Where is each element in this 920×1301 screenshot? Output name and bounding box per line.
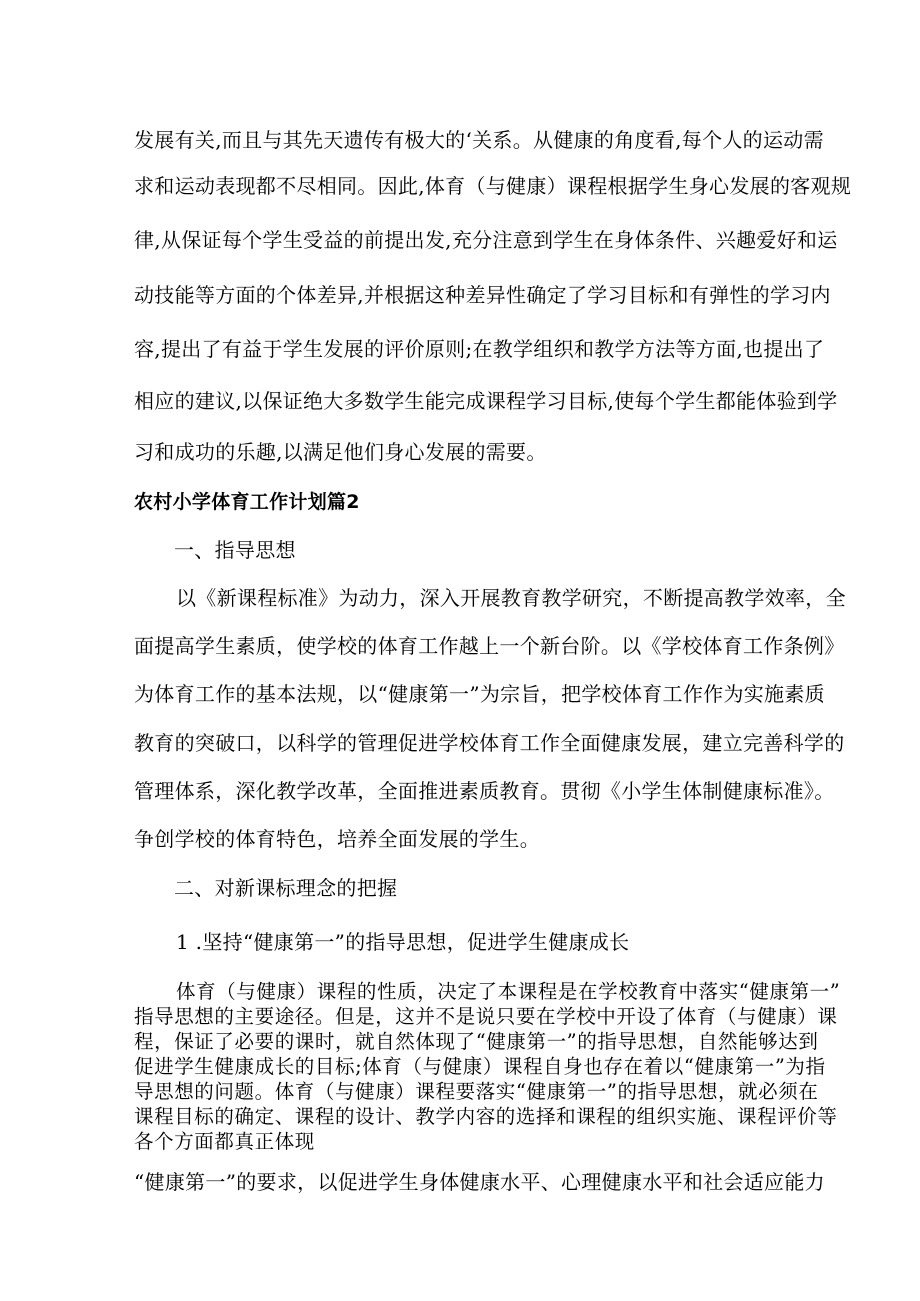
paragraph-line: 习和成功的乐趣,以满足他们身心发展的需要。 [134,440,547,464]
paragraph-line: 发展有关,而且与其先天遗传有极大的‘关系。从健康的角度看,每个人的运动需 [134,128,824,152]
paragraph-line: 促进学生健康成长的目标;体育（与健康）课程自身也存在着以“健康第一”为指 [134,1055,826,1078]
paragraph-line: 教育的突破口，以科学的管理促进学校体育工作全面健康发展，建立完善科学的 [134,731,845,755]
paragraph-line: 管理体系，深化教学改革，全面推进素质教育。贯彻《小学生体制健康标准》。 [134,779,835,803]
paragraph-line: 导思想的问题。体育（与健康）课程要落实“健康第一”的指导思想，就必须在 [134,1080,819,1103]
paragraph-line: 面提高学生素质，使学校的体育工作越上一个新台阶。以《学校体育工作条例》 [134,634,845,658]
paragraph-line: 指导思想的主要途径。但是，这并不是说只要在学校中开设了体育（与健康）课 [134,1005,838,1028]
section-heading: 一、指导思想 [174,538,296,562]
paragraph-line: 动技能等方面的个体差异,并根据这种差异性确定了学习目标和有弹性的学习内 [134,283,831,307]
paragraph-line: 律,从保证每个学生受益的前提出发,充分注意到学生在身体条件、兴趣爱好和运 [134,228,838,252]
article-title: 农村小学体育工作计划篇2 [134,491,360,513]
paragraph-line: 求和运动表现都不尽相同。因此,体育（与健康）课程根据学生身心发展的客观规 [134,174,852,198]
paragraph-line: 为体育工作的基本法规，以“健康第一”为宗旨，把学校体育工作作为实施素质 [134,682,825,706]
paragraph-line: 以《新课程标准》为动力，深入开展教育教学研究，不断提高教学效率，全 [176,586,846,610]
paragraph-line: 各个方面都真正体现 [134,1130,315,1153]
paragraph-line: 相应的建议,以保证绝大多数学生能完成课程学习目标,使每个学生都能体验到学 [134,389,838,413]
paragraph-line: “健康第一”的要求，以促进学生身体健康水平、心理健康水平和社会适应能力 [134,1170,825,1194]
subsection-heading: 1 .坚持“健康第一”的指导思想，促进学生健康成长 [176,930,630,954]
paragraph-line: 课程目标的确定、课程的设计、教学内容的选择和课程的组织实施、课程评价等 [134,1105,838,1128]
paragraph-line: 程，保证了必要的课时，就自然体现了“健康第一”的指导思想，自然能够达到 [134,1030,819,1053]
section-heading: 二、对新课标理念的把握 [174,876,398,900]
paragraph-line: 容,提出了有益于学生发展的评价原则;在教学组织和教学方法等方面,也提出了 [134,337,825,361]
paragraph-line: 体育（与健康）课程的性质，决定了本课程是在学校教育中落实“健康第一” [176,980,841,1003]
paragraph-line: 争创学校的体育特色，培养全面发展的学生。 [134,827,540,851]
